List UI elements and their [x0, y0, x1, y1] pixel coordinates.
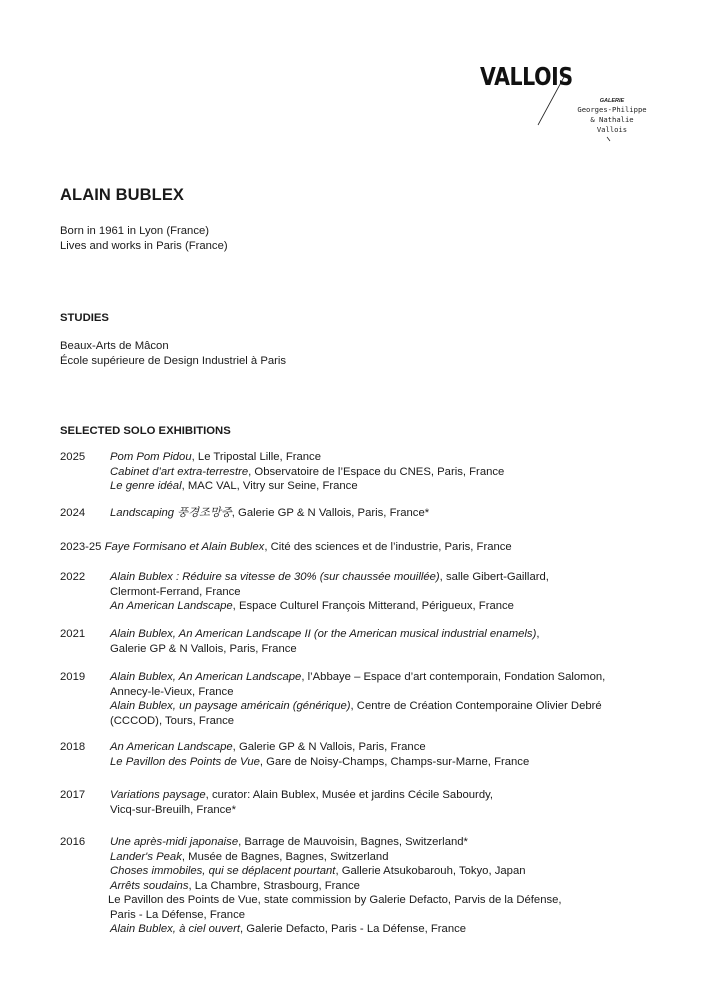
- exhibition-title: Le Pavillon des Points de Vue: [110, 755, 260, 768]
- exhibition-venue: , La Chambre, Strasbourg, France: [188, 879, 360, 892]
- exhibition-venue: Vicq-sur-Breuilh, France*: [110, 803, 236, 816]
- exhibition-year: 2017: [60, 789, 86, 801]
- exhibition-year: 2025: [60, 451, 86, 463]
- exhibition-title: Lander's Peak: [110, 850, 182, 863]
- exhibition-year: 2022: [60, 571, 86, 583]
- exhibition-venue: , Observatoire de l’Espace du CNES, Paris, France: [248, 465, 505, 478]
- exhibition-title: Cabinet d’art extra-terrestre: [110, 465, 249, 478]
- exhibition-title: Arrêts soudains: [110, 879, 189, 892]
- exhibition-line: [110, 450, 321, 465]
- exhibition-line: [110, 714, 234, 729]
- exhibition-venue: , Barrage de Mauvoisin, Bagnes, Switzerland*: [238, 836, 468, 848]
- logo-subtitle: [572, 98, 652, 135]
- exhibition-line: [110, 864, 526, 879]
- exhibition-venue: , Gallerie Atsukobarouh, Tokyo, Japan: [335, 865, 526, 877]
- studies-list: [60, 339, 286, 368]
- exhibition-venue: , Galerie GP & N Vallois, Paris, France*: [231, 507, 430, 519]
- gallery-logo: [476, 58, 676, 148]
- exhibition-title: Alain Bublex, An American Landscape II (or the American musical industrial enamels): [110, 628, 537, 640]
- exhibition-line: [110, 585, 241, 600]
- exhibition-year: 2019: [60, 671, 86, 683]
- exhibition-line: [110, 570, 549, 585]
- exhibition-year: 2016: [60, 836, 86, 848]
- exhibition-line: [110, 670, 605, 685]
- logo-line-1: Georges-Philippe: [577, 105, 647, 114]
- exhibition-venue: , Gare de Noisy-Champs, Champs-sur-Marne, France: [259, 755, 530, 768]
- exhibition-title: Le genre idéal: [110, 480, 182, 492]
- exhibition-line: [110, 908, 245, 923]
- exhibition-title: Landscaping 풍경조망중: [110, 507, 232, 519]
- exhibition-title: An American Landscape: [110, 741, 233, 753]
- exhibition-line: [110, 850, 388, 865]
- logo-line-2: & Nathalie: [590, 115, 634, 124]
- exhibition-venue: ,: [536, 628, 540, 640]
- exhibition-venue: Le Pavillon des Points de Vue, state commission by Galerie Defacto, Parvis de la Défense,: [108, 894, 562, 906]
- exhibition-venue: , Galerie GP & N Vallois, Paris, France: [232, 741, 426, 753]
- exhibition-title: Alain Bublex : Réduire sa vitesse de 30% (sur chaussée mouillée): [110, 571, 440, 583]
- exhibition-line: [110, 642, 297, 657]
- exhibition-line: [110, 506, 429, 521]
- studies-heading: STUDIES: [60, 312, 109, 324]
- exhibition-line: [108, 893, 562, 908]
- exhibition-venue: , Musée de Bagnes, Bagnes, Switzerland: [181, 850, 389, 863]
- exhibition-line: [110, 685, 234, 700]
- residence-info: Lives and works in Paris (France): [60, 240, 228, 252]
- exhibition-title: Pom Pom Pidou: [110, 451, 192, 463]
- exhibition-venue: , Cité des sciences et de l’industrie, Paris, France: [264, 541, 512, 553]
- logo-wordmark: VALLOIS: [480, 62, 573, 91]
- exhibition-venue: Annecy-le-Vieux, France: [110, 685, 234, 698]
- study-item: École supérieure de Design Industriel à Paris: [60, 354, 287, 367]
- exhibition-line: [110, 740, 426, 755]
- exhibition-line: [110, 879, 360, 894]
- exhibition-line: [60, 540, 512, 555]
- exhibition-venue: , Espace Culturel François Mitterand, Périgueux, France: [232, 600, 514, 612]
- exhibition-line: [110, 699, 602, 714]
- exhibition-line: [110, 465, 504, 480]
- exhibition-venue: Galerie GP & N Vallois, Paris, France: [110, 642, 297, 655]
- exhibition-venue: , MAC VAL, Vitry sur Seine, France: [181, 480, 358, 492]
- exhibition-line: [110, 755, 529, 770]
- exhibition-title: Variations paysage: [110, 789, 206, 801]
- exhibition-line: [110, 835, 468, 850]
- exhibition-line: [110, 627, 539, 642]
- exhibition-year: 2018: [60, 741, 86, 753]
- exhibition-venue: (CCCOD), Tours, France: [110, 714, 235, 727]
- exhibition-line: [110, 788, 493, 803]
- exhibition-title: Une après-midi japonaise: [110, 836, 239, 848]
- exhibition-venue: , l’Abbaye – Espace d’art contemporain, Fondation Salomon,: [301, 671, 606, 683]
- exhibition-venue: , Galerie Defacto, Paris - La Défense, France: [240, 923, 467, 935]
- exhibition-venue: Clermont-Ferrand, France: [110, 585, 241, 598]
- artist-name: ALAIN BUBLEX: [60, 186, 185, 204]
- artist-bio: [60, 224, 228, 254]
- exhibition-title: Alain Bublex, un paysage américain (générique): [110, 700, 351, 712]
- study-item: Beaux-Arts de Mâcon: [60, 340, 169, 352]
- exhibition-line: [110, 599, 514, 614]
- exhibition-venue: Paris - La Défense, France: [110, 908, 245, 921]
- exhibition-title: An American Landscape: [110, 600, 233, 612]
- exhibition-line: [110, 803, 236, 818]
- exhibition-year: 2023-25: [60, 541, 105, 553]
- exhibition-title: Alain Bublex, An American Landscape: [110, 671, 302, 683]
- logo-galerie-label: GALERIE: [599, 98, 625, 104]
- exhibition-venue: , Centre de Création Contemporaine Olivier Debré: [350, 700, 602, 712]
- exhibition-venue: , salle Gibert-Gaillard,: [439, 571, 549, 583]
- exhibition-venue: , curator: Alain Bublex, Musée et jardins Cécile Sabourdy,: [205, 789, 494, 801]
- exhibitions-heading: SELECTED SOLO EXHIBITIONS: [60, 425, 231, 437]
- logo-line-3: Vallois: [596, 125, 628, 134]
- exhibition-title: Faye Formisano et Alain Bublex: [104, 541, 265, 553]
- exhibition-title: Choses immobiles, qui se déplacent pourtant: [110, 865, 336, 877]
- exhibition-venue: , Le Tripostal Lille, France: [191, 451, 321, 463]
- exhibition-year: 2021: [60, 628, 86, 640]
- exhibition-year: 2024: [60, 507, 86, 519]
- exhibition-line: [110, 479, 358, 494]
- birth-info: Born in 1961 in Lyon (France): [60, 225, 210, 237]
- exhibition-line: [110, 922, 466, 937]
- exhibition-title: Alain Bublex, à ciel ouvert: [110, 923, 240, 935]
